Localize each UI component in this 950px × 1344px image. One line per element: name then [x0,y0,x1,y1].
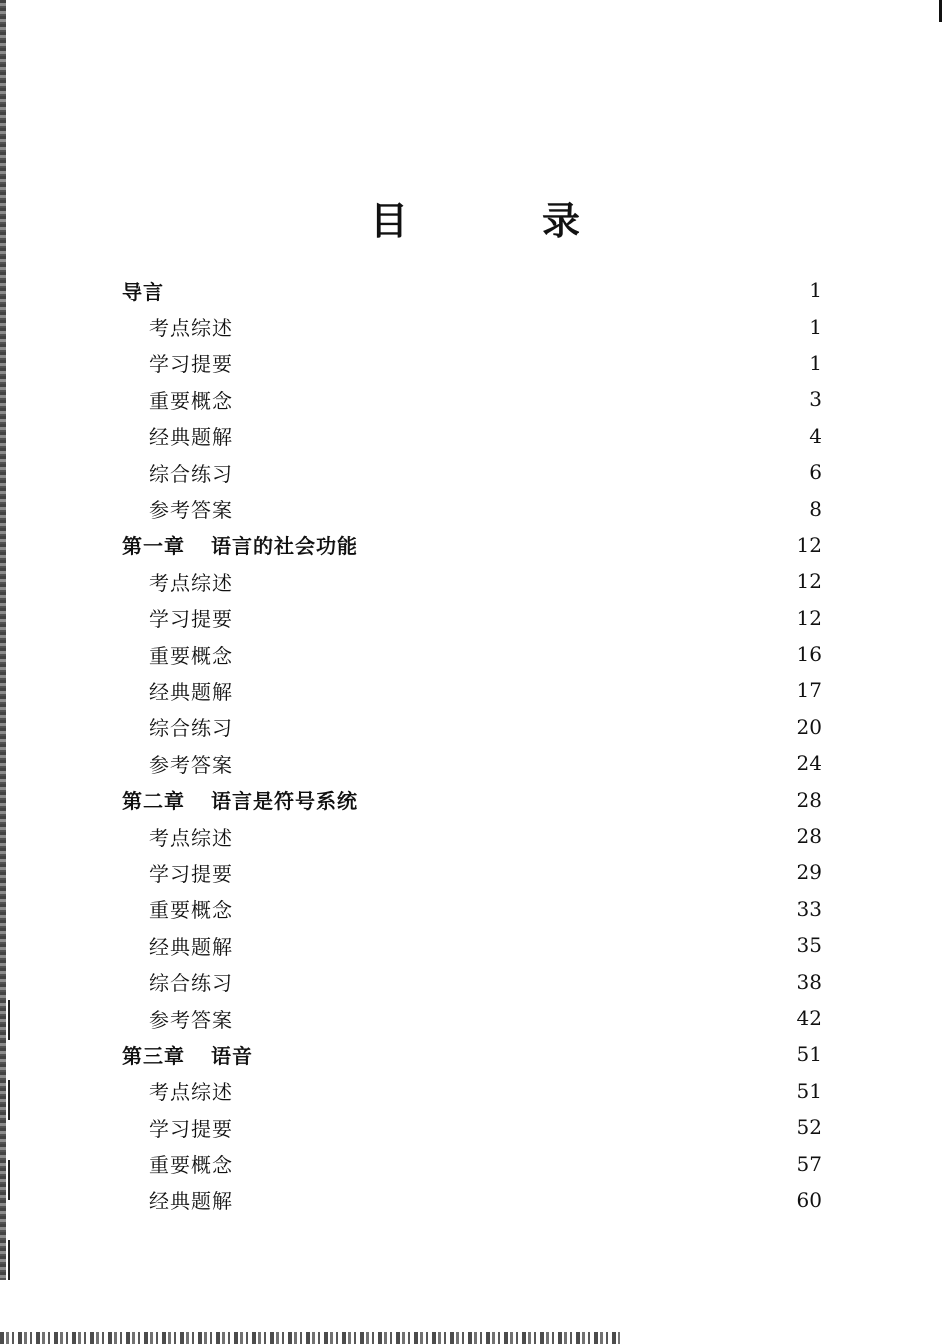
entry-title: 导言 [122,279,164,304]
page-number: 28 [796,824,822,849]
entry-title: 重要概念 [149,898,233,923]
toc-entry-label [149,858,233,887]
page-number: 35 [796,933,822,958]
toc-section-entry[interactable] [122,454,822,490]
toc-section-entry[interactable] [122,709,822,745]
dot-leader [168,280,788,300]
dot-leader [251,1154,788,1174]
toc-chapter-entry[interactable] [122,527,822,563]
page-number: 60 [796,1187,822,1212]
entry-title: 综合练习 [149,971,233,996]
toc-section-entry[interactable] [122,563,822,599]
entry-title: 考点综述 [149,1080,233,1105]
toc-chapter-entry[interactable] [122,272,822,308]
toc-entry-label [149,421,233,450]
toc-section-entry[interactable] [122,636,822,672]
page-number: 16 [796,642,822,667]
chapter-number: 第三章 [122,1043,185,1068]
table-of-contents [122,272,822,1218]
entry-title: 参考答案 [149,752,233,777]
entry-title: 考点综述 [149,570,233,595]
page-number: 12 [796,569,822,594]
toc-entry-label [149,567,233,596]
entry-title: 语言的社会功能 [211,534,358,559]
entry-title: 学习提要 [149,1116,233,1141]
page-number: 29 [796,860,822,885]
page-number: 1 [809,278,822,303]
toc-section-entry[interactable] [122,818,822,854]
toc-entry-label [149,494,233,523]
toc-entry-label [149,458,233,487]
page-number: 38 [796,969,822,994]
page-number: 1 [809,350,822,375]
page-number: 57 [796,1151,822,1176]
entry-title: 重要概念 [149,1153,233,1178]
toc-section-entry[interactable] [122,927,822,963]
dot-leader [251,717,788,737]
toc-entry-label [149,822,233,851]
scan-artifact-bottom [0,1332,620,1344]
dot-leader [251,862,788,882]
toc-entry-label [149,676,233,705]
page-number: 12 [796,532,822,557]
toc-section-entry[interactable] [122,308,822,344]
dot-leader [251,1190,788,1210]
dot-leader [251,753,788,773]
entry-title: 语音 [211,1043,253,1068]
toc-section-entry[interactable] [122,381,822,417]
toc-entry-label [149,931,233,960]
dot-leader [251,826,788,846]
entry-title: 考点综述 [149,825,233,850]
entry-title: 学习提要 [149,352,233,377]
toc-section-entry[interactable] [122,1000,822,1036]
page-number: 4 [809,423,822,448]
entry-title: 重要概念 [149,388,233,413]
dot-leader [251,1008,788,1028]
page-number: 51 [796,1078,822,1103]
toc-entry-label [149,967,233,996]
toc-entry-label [149,312,233,341]
toc-section-entry[interactable] [122,963,822,999]
page-number: 51 [796,1042,822,1067]
dot-leader [237,353,788,373]
toc-section-entry[interactable] [122,1109,822,1145]
toc-chapter-entry[interactable] [122,1036,822,1072]
entry-title: 经典题解 [149,1189,233,1214]
toc-entry-label [122,785,358,814]
dot-leader [237,426,788,446]
chapter-number: 第一章 [122,534,185,559]
scan-artifact-right [939,0,942,22]
page-number: 42 [796,1006,822,1030]
toc-entry-label [149,1113,233,1142]
toc-section-entry[interactable] [122,854,822,890]
entry-title: 经典题解 [149,679,233,704]
entry-title: 参考答案 [149,1007,233,1032]
dot-leader [251,644,788,664]
toc-entry-label [149,385,233,414]
dot-leader [251,1081,788,1101]
page-number: 20 [796,714,822,739]
toc-section-entry[interactable] [122,490,822,526]
dot-leader [251,571,788,591]
page-number: 8 [809,496,822,521]
toc-section-entry[interactable] [122,418,822,454]
toc-entry-label [149,348,233,377]
dot-leader [251,972,788,992]
entry-title: 学习提要 [149,861,233,886]
toc-section-entry[interactable] [122,1145,822,1181]
page-number: 12 [796,605,822,630]
entry-title: 语言是符号系统 [211,789,358,814]
toc-section-entry[interactable] [122,672,822,708]
dot-leader [376,790,788,810]
page-number: 24 [796,751,822,776]
page-title: 目 录 [369,199,628,243]
toc-entry-label [149,1076,233,1105]
toc-section-entry[interactable] [122,745,822,781]
page-number: 6 [809,460,822,485]
toc-section-entry[interactable] [122,1073,822,1109]
toc-chapter-entry[interactable] [122,781,822,817]
toc-entry-label [149,1185,233,1214]
dot-leader [251,680,788,700]
dot-leader [237,499,788,519]
dot-leader [237,389,788,409]
toc-entry-label [149,603,233,632]
scan-artifact-tick [8,1240,10,1280]
toc-entry-label [149,640,233,669]
entry-title: 考点综述 [149,316,233,341]
page-number: 17 [796,678,822,703]
entry-title: 经典题解 [149,425,233,450]
dot-leader [271,1044,788,1064]
dot-leader [237,317,788,337]
toc-section-entry[interactable] [122,1182,822,1218]
toc-section-entry[interactable] [122,345,822,381]
dot-leader [376,535,788,555]
toc-entry-label [149,749,233,778]
toc-entry-label [122,276,164,305]
toc-entry-label [149,894,233,923]
page-number: 52 [796,1115,822,1140]
scan-artifact-tick [8,1080,10,1120]
toc-entry-label [149,712,233,741]
scan-artifact-tick [8,1000,10,1040]
dot-leader [251,899,788,919]
dot-leader [251,935,788,955]
dot-leader [251,1117,788,1137]
entry-title: 学习提要 [149,607,233,632]
toc-entry-label [149,1149,233,1178]
dot-leader [237,462,788,482]
dot-leader [251,608,788,628]
toc-entry-label [122,530,358,559]
toc-entry-label [122,1040,253,1069]
entry-title: 综合练习 [149,716,233,741]
page-number: 28 [796,787,822,812]
entry-title: 重要概念 [149,643,233,668]
toc-entry-label [149,1004,233,1033]
chapter-number: 第二章 [122,789,185,814]
toc-section-entry[interactable] [122,891,822,927]
entry-title: 综合练习 [149,461,233,486]
entry-title: 经典题解 [149,934,233,959]
toc-section-entry[interactable] [122,600,822,636]
page-number: 3 [809,387,822,412]
page-number: 33 [796,896,822,921]
entry-title: 参考答案 [149,498,233,523]
page-number: 1 [809,314,822,339]
scan-artifact-tick [8,1160,10,1200]
